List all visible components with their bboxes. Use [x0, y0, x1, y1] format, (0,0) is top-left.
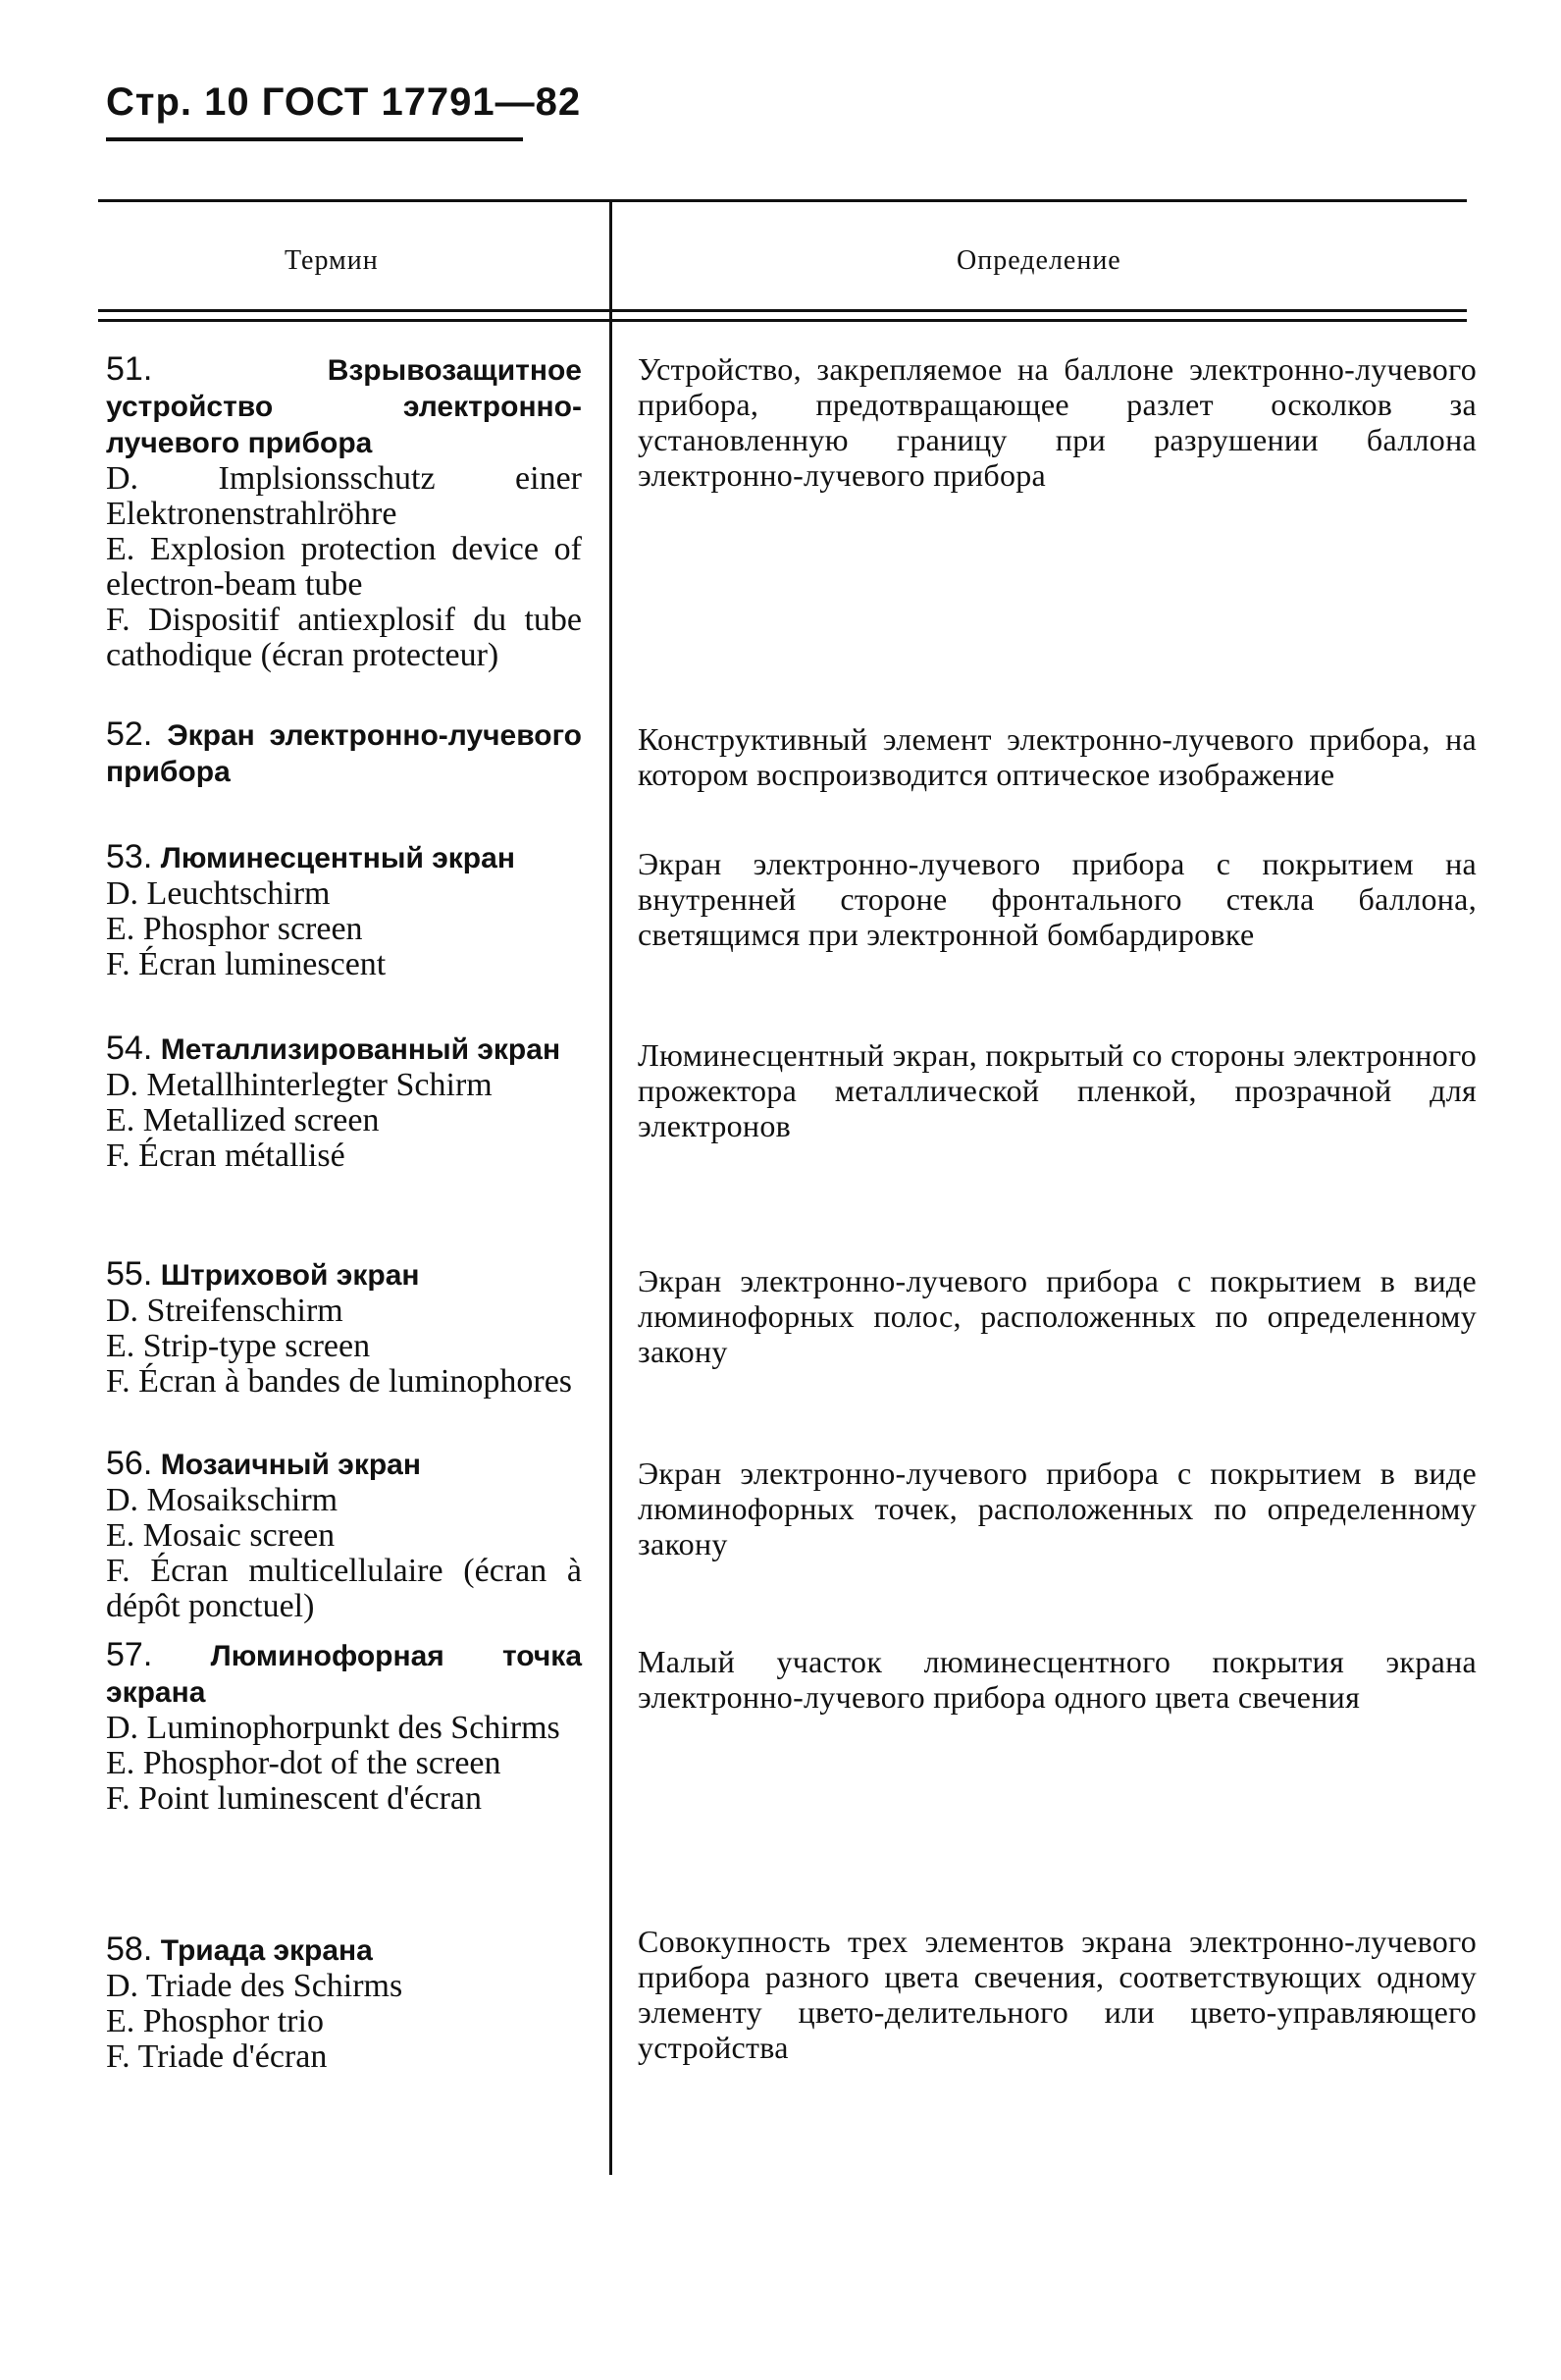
- term-entry-58: [106, 1931, 582, 2075]
- term-english: E. Mosaic screen: [106, 1517, 336, 1554]
- term-entry-55: [106, 1256, 582, 1400]
- term-english: E. Phosphor trio: [106, 2003, 324, 2039]
- term-number: 51.: [106, 350, 153, 388]
- term-russian: Триада экрана: [160, 1934, 373, 1967]
- term-russian: Экран электронно-лучевого прибора: [106, 719, 582, 788]
- term-entry-57: [106, 1637, 582, 1817]
- table-header-rule: [98, 309, 1467, 312]
- definition-57: Малый участок люминесцентного покрытия экрана электронно-лучевого прибора одного цвета свечения: [638, 1644, 1477, 1715]
- term-russian: Люминесцентный экран: [160, 842, 515, 874]
- term-french: F. Triade d'écran: [106, 2038, 328, 2075]
- column-header-term: Термин: [285, 245, 379, 276]
- term-number: 56.: [106, 1445, 153, 1482]
- term-english: E. Explosion protection device of electron-beam tube: [106, 531, 582, 603]
- term-german: D. Mosaikschirm: [106, 1482, 338, 1518]
- term-russian: Металлизированный экран: [160, 1033, 561, 1066]
- term-number: 55.: [106, 1255, 153, 1293]
- definition-56: Экран электронно-лучевого прибора с покрытием в виде люминофорных точек, расположенных по определенному закону: [638, 1455, 1477, 1561]
- header-rule: [106, 137, 523, 141]
- term-english: E. Metallized screen: [106, 1102, 380, 1138]
- term-number: 57.: [106, 1636, 153, 1673]
- term-russian: Взрывозащитное устройство электронно-лучевого прибора: [106, 354, 582, 459]
- term-german: D. Streifenschirm: [106, 1293, 343, 1329]
- term-entry-51: [106, 351, 582, 673]
- column-divider: [609, 202, 612, 2175]
- page-header: Стр. 10 ГОСТ 17791—82: [106, 80, 582, 124]
- term-russian: Мозаичный экран: [160, 1449, 421, 1481]
- term-entry-52: [106, 716, 582, 790]
- definition-51: Устройство, закрепляемое на баллоне электронно-лучевого прибора, предотвращающее разлет осколков за установленную границу при разрушении баллона электронно-лучевого прибора: [638, 351, 1477, 493]
- definition-54: Люминесцентный экран, покрытый со стороны электронного прожектора металлической пленкой, прозрачной для электронов: [638, 1037, 1477, 1143]
- term-french: F. Écran métallisé: [106, 1137, 345, 1174]
- term-number: 54.: [106, 1030, 153, 1067]
- definition-55: Экран электронно-лучевого прибора с покрытием в виде люминофорных полос, расположенных по определенному закону: [638, 1263, 1477, 1369]
- term-entry-54: [106, 1031, 582, 1174]
- term-german: D. Leuchtschirm: [106, 875, 331, 912]
- term-german: D. Implsionsschutz einer Elektronenstrahlröhre: [106, 460, 582, 532]
- term-russian: Люминофорная точка экрана: [106, 1640, 583, 1709]
- term-french: F. Écran luminescent: [106, 946, 387, 982]
- term-english: E. Strip-type screen: [106, 1328, 371, 1364]
- table-header-rule-double: [98, 319, 1467, 322]
- term-french: F. Écran multicellulaire (écran à dépôt ponctuel): [106, 1553, 582, 1624]
- term-french: F. Dispositif antiexplosif du tube cathodique (écran protecteur): [106, 602, 582, 673]
- term-number: 53.: [106, 838, 153, 875]
- definition-58: Совокупность трех элементов экрана электронно-лучевого прибора разного цвета свечения, соответствующих одному элементу цвето-делительного или цвето-управляющего устройства: [638, 1924, 1477, 2065]
- term-russian: Штриховой экран: [160, 1259, 420, 1292]
- term-french: F. Écran à bandes de luminophores: [106, 1363, 573, 1400]
- term-english: E. Phosphor-dot of the screen: [106, 1745, 501, 1781]
- term-number: 52.: [106, 715, 153, 753]
- term-english: E. Phosphor screen: [106, 911, 363, 947]
- definition-52: Конструктивный элемент электронно-лучевого прибора, на котором воспроизводится оптическое изображение: [638, 721, 1477, 792]
- term-number: 58.: [106, 1930, 153, 1968]
- column-header-definition: Определение: [957, 245, 1121, 276]
- term-german: D. Metallhinterlegter Schirm: [106, 1067, 493, 1103]
- term-french: F. Point luminescent d'écran: [106, 1780, 482, 1817]
- term-entry-53: [106, 839, 582, 982]
- definition-53: Экран электронно-лучевого прибора с покрытием на внутренней стороне фронтального стекла баллона, светящимся при электронной бомбардировке: [638, 846, 1477, 952]
- term-german: D. Luminophorpunkt des Schirms: [106, 1710, 560, 1746]
- term-german: D. Triade des Schirms: [106, 1968, 403, 2004]
- term-entry-56: [106, 1446, 582, 1624]
- table-top-rule: [98, 199, 1467, 202]
